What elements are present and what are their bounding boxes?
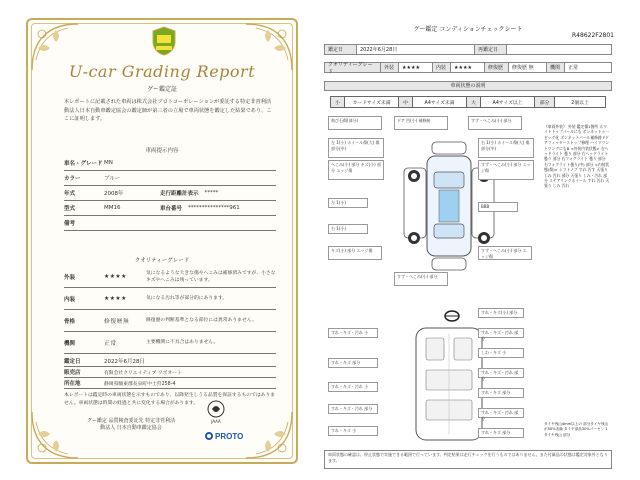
svg-text:JAAA: JAAA [211, 419, 221, 424]
table-row [64, 288, 276, 310]
damage-box: すれ・キズ・汚れ 部分 [478, 408, 524, 418]
grade-stars: 修復歴無 [104, 319, 130, 325]
damage-box: すれ・キズ・汚れ 部分 [478, 328, 524, 338]
certificate-title: U-car Grading Report [68, 62, 256, 81]
sheet-footnote: 車両状態の確認は、停止状態で実施できる範囲で行っています。判定結果は走行チェックを行うものではありません。また付属品の状態は鑑定対象外となります。 [324, 450, 612, 469]
grading-certificate [26, 18, 298, 464]
damage-box: BBB [478, 202, 518, 212]
damage-box: 左 1(小) [328, 198, 368, 208]
row-label: 車名・グレード [64, 161, 103, 167]
row-extra-value: ***************961 [188, 205, 240, 211]
grade-label: 骨格 [64, 318, 76, 325]
damage-box: 左 1(小) ホイール傷(大) 傷 部分(中) [328, 138, 384, 158]
corner-ornament-icon [28, 408, 82, 462]
damage-box: すず・へこみ(小) 部分 [468, 116, 522, 130]
legend-label: 大 [467, 97, 481, 107]
quality-section-title: クオリティーグレード [134, 258, 190, 264]
dealer-table [64, 356, 276, 389]
report-id: R48622F2801 [572, 32, 614, 39]
engine-label: 機関 [547, 63, 565, 72]
legend-label: 中 [399, 97, 413, 107]
date-row [324, 44, 612, 55]
certificate-subtitle: グー鑑定証 [146, 86, 177, 93]
row-label: 備考 [64, 221, 76, 227]
grade-label: 内装 [64, 296, 76, 303]
row-extra-label: 走行距離計表示 [160, 191, 199, 197]
recheck-value [507, 45, 611, 54]
certificate-notice: 本レポートは鑑定時の車両状態を示すものであり、以降発生しうる品質を保証するものではありません。車両状態は時間の経過と共に変化する場合があります。 [64, 393, 276, 406]
row-extra-label: 車台番号 [160, 206, 183, 212]
exterior-value: ★★★★ [399, 63, 433, 72]
damage-box: すれ・キズ・汚れ 部分 [478, 368, 524, 378]
legend-label: 小 [331, 97, 345, 107]
sheet-title: グー鑑定 コンディションチェックシート [413, 26, 523, 33]
legend-label: 部分 [535, 97, 555, 107]
table-row [64, 216, 276, 231]
damage-box: すず・へこみ(小) 部分 エッジ傷 [478, 246, 532, 260]
table-row [64, 367, 276, 378]
damage-box: 右 1(小) ホイール傷(大) 傷 部分(中) [478, 138, 534, 158]
proto-mark-icon [205, 432, 213, 440]
interior-label: 内装 [433, 63, 451, 72]
damage-box: すず・へこみ(小) 部分 [394, 272, 448, 286]
row-label: 年式 [64, 191, 76, 197]
row-value: 2008年 [104, 191, 124, 197]
vehicle-table [64, 156, 276, 231]
row-label: 型式 [64, 206, 76, 212]
grade-label: 外装 [64, 274, 76, 281]
legend-value: A4サイズ以上 [481, 97, 535, 107]
row-label: 販売店 [64, 370, 81, 376]
row-value: 有限会社クリエイティブ ワボオート [104, 370, 182, 376]
table-row [64, 201, 276, 216]
damage-box: すれ・キズ・汚れ 小 [328, 328, 378, 338]
grade-label: 機関 [64, 340, 76, 347]
grade-description: 主要機関に不具合はありません。 [146, 340, 219, 345]
grade-stars: 正常 [104, 341, 117, 347]
damage-box: ドア 凹(小) 補修跡 [394, 116, 448, 130]
table-row [64, 310, 276, 332]
grade-stars: ★★★★ [104, 295, 127, 302]
grade-table [64, 266, 276, 354]
damage-box: キズ(小) 部分 エッジ傷 [328, 246, 382, 260]
grade-description: 気になるような大きな傷やへこみは補修済みですが、小さなキズやへこみは残っています。 [146, 270, 276, 283]
row-label: 鑑定日 [64, 359, 81, 365]
damage-box: 飛び石傷(部分) [328, 116, 382, 130]
damage-box: すず・へこみ(小) 部分 エッジ傷 [478, 160, 534, 180]
row-label: 所在地 [64, 381, 81, 387]
corner-ornament-icon [242, 408, 296, 462]
proto-logo: PROTO [205, 432, 243, 441]
inspection-signature: グー鑑定 品質検査委託先 特定非営利活動法人 日本自動車鑑定協会 [86, 418, 176, 432]
damage-box: すれ・キズ 部分 [478, 388, 524, 398]
table-row [64, 266, 276, 288]
legend-value: カードサイズ未満 [345, 97, 399, 107]
table-row [64, 186, 276, 201]
table-row [64, 156, 276, 171]
interior-value: ★★★★ [451, 63, 485, 72]
damage-box: すれ・キズ・汚れ 小 [328, 382, 378, 392]
table-row [64, 378, 276, 389]
table-row [64, 356, 276, 367]
recheck-label: 再鑑定日 [475, 45, 507, 54]
engine-value: 正常 [568, 65, 579, 71]
certificate-intro: 本レポートに記載された車両は株式会社プロトコーポレーションが委託する特定非営利活動法人日本自動車鑑定協会の鑑定師が第三者の立場で車両状態を鑑定した結果であり、ここに証明します。 [64, 99, 272, 123]
row-value: ブルー [104, 176, 121, 182]
legend-value: 2個以上 [571, 100, 589, 106]
interior-car-diagram [394, 324, 504, 444]
tire-notes: タイヤ残山4mm以上の 部分タイヤ残山が50%未満 タイヤ部品30%パーセン 1タイヤ残山 部分 [544, 422, 609, 437]
vehicle-section-title: 車両提示内容 [145, 148, 179, 154]
table-row [64, 332, 276, 354]
repair-value: 修復歴 無 [509, 63, 547, 72]
quality-label: クオリティーグレード [325, 63, 381, 72]
row-value: MM16 [104, 205, 121, 211]
damage-box: へこみ(小) 部分 キズ(小) 部分 エッジ傷 [328, 160, 384, 180]
memo-notes: 《車両外装》 外装 鑑定傷1箇所 ホワイトトップパールにも ボンネットゥ一ビッグ化 ボンネットパール補修跡 Fドアフィッターストップ修理 ハイマウントワングにもB <外装内装状態> 右ヘッドライト 曇り 部分 右ヘッドライト曇り 部分 右フォグライト 曇り 部分 右フォグライト曇り(中) 部分 <内装状態(傷)> シフトノブ すれ 汚す 天張り しみ 汚れ 部分 天張り しみ・汚れ 部分 ステアリングホイール すれ 汚れ 天張り しみ 汚れ [544, 124, 610, 189]
grade-description: 修復歴の判断基準となる部位には異常ありません。 [146, 318, 257, 323]
row-extra-value: ***** [204, 190, 219, 196]
row-label: カラー [64, 176, 81, 182]
damage-box: すれ・キズ 部分 [478, 428, 524, 438]
grade-stars: ★★★★ [104, 273, 127, 280]
damage-box: すれ・キズ・汚れ 部分 [328, 404, 378, 414]
state-section-title: 車両状態の説明 [324, 81, 612, 91]
steering-wheel-icon [444, 310, 460, 322]
damage-box: 右 1(小) [328, 224, 368, 234]
table-row [64, 171, 276, 186]
legend-value: A4サイズ未満 [413, 97, 467, 107]
date-label: 鑑定日 [325, 45, 357, 54]
repair-label: 修復歴 [485, 63, 509, 72]
row-value: 静岡県駿東郡長泉町中土狩258-4 [104, 381, 176, 387]
goo-kantei-badge-icon [151, 26, 177, 56]
size-legend [330, 96, 606, 108]
grade-description: 気になる汚れ等が部分的にあります。 [146, 296, 228, 301]
damage-box: すれ・キズ 部分 [328, 358, 378, 368]
date-value: 2022年6月28日 [357, 45, 475, 54]
row-value: 2022年6月28日 [104, 359, 145, 365]
damage-box: しわ・キズ 小 [478, 348, 524, 358]
quality-row [324, 62, 612, 73]
jaaa-seal-icon [207, 400, 225, 424]
damage-box: すれ・キズ(小) 部分 [478, 308, 524, 318]
damage-box: すれ・キズ 小 [328, 426, 378, 436]
row-value: MN [104, 160, 113, 166]
condition-check-sheet [318, 26, 618, 470]
exterior-label: 外装 [381, 63, 399, 72]
